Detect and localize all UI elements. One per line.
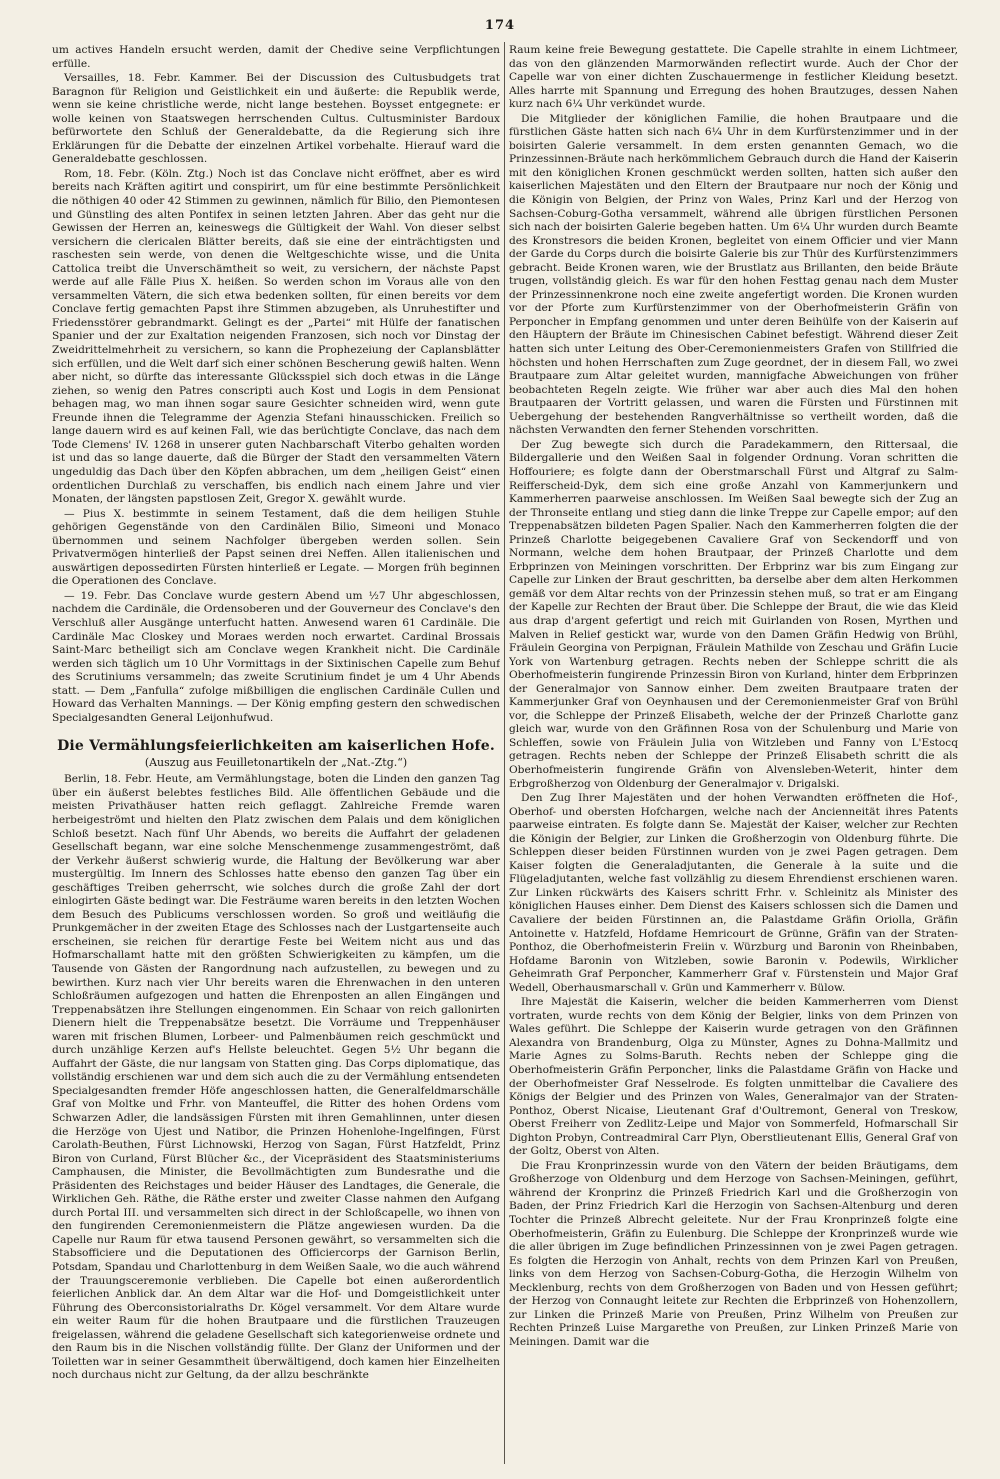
paragraph: um actives Handeln ersucht werden, damit der Chedive seine Verpflichtungen erfülle. (52, 44, 500, 70)
paragraph: Der Zug bewegte sich durch die Paradekammern, den Rittersaal, die Bildergallerie und den Weißen Saal in folgender Ordnung. Voran schritten die Hoffouriere; es folgte dann der Oberstmarschall Fürst und Altgraf zu Salm-Reifferscheid-Dyk, dem sich eine große Anzahl von Kammerjunkern und Kammerherren paarweise anschlossen. Im Weißen Saal bewegte sich der Zug an der Thronseite entlang und stieg dann die linke Treppe zur Capelle empor; auf den Treppenabsätzen bildeten Pagen Spalier. Nach den Kammerherren folgten die der Prinzeß Charlotte beigegebenen Cavaliere Graf von Seckendorff und von Normann, welche dem hohen Brautpaar, der Prinzeß Charlotte und dem Erbprinzen von Meiningen vorschritten. Der Erbprinz war bis zum Eingang zur Capelle zur Linken der Braut geschritten, ba derselbe aber dem alten Herkommen gemäß vor dem Altar rechts von der Prinzessin stehen muß, so trat er am Eingang der Kapelle zur Rechten der Braut über. Die Schleppe der Braut, die wie das Kleid aus drap d'argent gefertigt und reich mit Guirlanden von Rosen, Myrthen und Malven in Relief gestickt war, wurde von den Damen Gräfin Hedwig von Brühl, Fräulein Georgina von Perpignan, Fräulein Mathilde von Zeschau und Gräfin Lucie York von Wartenburg getragen. Rechts neben der Schleppe schritt die als Oberhofmeisterin fungirende Prinzessin Biron von Kurland, hinter dem Erbprinzen der Generalmajor von Sannow einher. Dem zweiten Brautpaare traten der Kammerjunker Graf von Oeynhausen und der Ceremonienmeister Graf von Brühl vor, die Schleppe der Prinzeß Elisabeth, welche der der Prinzeß Charlotte ganz gleich war, wurde von den Gräfinnen Rosa von der Schulenburg und Marie von Schleffen, sowie von Fräulein Julia von Witzleben und Fanny von L'Estocq getragen. Rechts neben der Schleppe der Prinzeß Elisabeth schritt die als Oberhofmeisterin fungirende Gräfin von Alvensleben-Weterit, hinter dem Erbgroßherzog von Oldenburg der Generalmajor v. Drigalski. (509, 438, 958, 790)
section-title: Die Vermählungsfeierlichkeiten am kaiserlichen Hofe. (57, 738, 495, 755)
column-divider (504, 42, 505, 1464)
paragraph: Den Zug Ihrer Majestäten und der hohen Verwandten eröffneten die Hof-, Oberhof- und obersten Hofchargen, welche nach der Ancienneität ihres Patents paarweise eintraten. Es folgte dann Se. Majestät der Kaiser, welcher zur Rechten die Königin der Belgier, zur Linken die Großherzogin von Oldenburg führte. Die Schleppen dieser beiden Fürstinnen wurden von je zwei Pagen getragen. Dem Kaiser folgten die Generaladjutanten, die Generale à la suite und die Flügeladjutanten, welche fast vollzählig zu diesem Ehrendienst erschienen waren. Zur Linken rückwärts des Kaisers schritt Frhr. v. Schleinitz als Minister des königlichen Hauses einher. Dem Dienst des Kaisers schlossen sich die Damen und Cavaliere der beiden Fürstinnen an, die Palastdame Gräfin Oriolla, Gräfin Antoinette v. Hatzfeld, Hofdame Hemricourt de Grünne, Gräfin van der Straten-Ponthoz, die Oberhofmeisterin Freiin v. Würzburg und Baronin von Rheinbaben, Hofdame Baronin von Witzleben, sowie Baronin v. Podewils, Wirklicher Geheimrath Graf Perponcher, Kammerherr Graf v. Fürstenstein und Major Graf Wedell, Oberhausmarschall v. Grün und Kammerherr v. Bülow. (509, 792, 958, 994)
right-column-text (509, 44, 958, 1350)
left-column (52, 44, 500, 1464)
paragraph: Versailles, 18. Febr. Kammer. Bei der Discussion des Cultusbudgets trat Baragnon für Religion und Geistlichkeit ein und äußerte: die Republik werde, wenn sie keine christliche werde, nicht lange bestehen. Boysset entgegnete: er wolle keinen von Staatswegen herrschenden Cultus. Cultusminister Bardoux befürwortete den Schluß der Generaldebatte, da die Regierung sich ihre Erklärungen für die Debatte der einzelnen Artikel vorbehalte. Hierauf ward die Generaldebatte geschlossen. (52, 72, 500, 166)
paragraph: Raum keine freie Bewegung gestattete. Die Capelle strahlte in einem Lichtmeer, das von den glänzenden Marmorwänden reflectirt wurde. Auch der Chor der Capelle war von einer dichten Zuschauermenge in festlicher Kleidung besetzt. Alles harrte mit Spannung und Erregung des hohen Brautzuges, dessen Nahen kurz nach 6¼ Uhr verkündet wurde. (509, 44, 958, 111)
left-column-articles (52, 44, 500, 725)
paragraph: Ihre Majestät die Kaiserin, welcher die beiden Kammerherren vom Dienst vortraten, wurde rechts von dem König der Belgier, links von dem Prinzen von Wales geführt. Die Schleppe der Kaiserin wurde getragen von den Gräfinnen Alexandra von Brandenburg, Olga zu Münster, Agnes zu Dohna-Mallmitz und Marie Agnes zu Solms-Baruth. Rechts neben der Schleppe ging die Oberhofmeisterin Gräfin Perponcher, links die Palastdame Gräfin von Hacke und der Oberhofmeister Graf Nesselrode. Es folgten unmittelbar die Cavaliere des Königs der Belgier und des Prinzen von Wales, Generalmajor van der Straten-Ponthoz, Oberst Nicaise, Lieutenant Graf d'Oultremont, General von Treskow, Oberst Freiherr von Zedlitz-Leipe und Major von Sommerfeld, Hofmarschall Sir Dighton Probyn, Contreadmiral Carr Plyn, Oberstlieutenant Ellis, General Graf von der Goltz, Oberst von Alten. (509, 996, 958, 1158)
paragraph: Berlin, 18. Febr. Heute, am Vermählungstage, boten die Linden den ganzen Tag über ein äußerst belebtes festliches Bild. Alle öffentlichen Gebäude und die meisten Privathäuser hatten reich geflaggt. Zahlreiche Fremde waren herbeigeströmt und hielten den Platz zwischen dem Palais und dem königlichen Schloß besetzt. Nach fünf Uhr Abends, wo bereits die Auffahrt der geladenen Gesellschaft begann, war eine solche Menschenmenge zusammengeströmt, daß der Verkehr äußerst schwierig wurde, die Haltung der Bevölkerung war aber mustergültig. Im Innern des Schlosses hatte ebenso den ganzen Tag über ein geschäftiges Treiben geherrscht, wie solches durch die große Zahl der dort einlogirten Gäste bedingt war. Die Festräume waren bereits in den letzten Wochen dem Besuch des Publicums verschlossen worden. So groß und weitläufig die Prunkgemächer in der zweiten Etage des Schlosses nach der Lustgartenseite auch erscheinen, sie reichen für derartige Feste bei Weitem nicht aus und das Hofmarschallamt hatte mit den größten Schwierigkeiten zu kämpfen, um die Tausende von Gästen der Rangordnung nach aufzustellen, zu bewegen und zu bewirthen. Kurz nach vier Uhr bereits waren die Ehrenwachen in den unteren Schloßräumen aufgezogen und hatten die Ehrenposten an allen Eingängen und Treppenabsätzen ihre Stellungen eingenommen. Ein Schaar von reich gallonirten Dienern hielt die Treppenabsätze besetzt. Die Vorräume und Treppenhäuser waren mit frischen Blumen, Lorbeer- und Palmenbäumen reich geschmückt und durch unzählige Kerzen auf's Hellste beleuchtet. Gegen 5½ Uhr begann die Auffahrt der Gäste, die nur langsam von Statten ging. Das Corps diplomatique, das vollständig erschienen war und dem sich auch die zu der Vermählung entsendeten Specialgesandten fremder Höfe angeschlossen hatten, die Generalfeldmarschälle Graf von Moltke und Frhr. von Manteuffel, die Ritter des hohen Ordens vom Schwarzen Adler, die landsässigen Fürsten mit ihren Gemahlinnen, unter diesen die Herzöge von Ujest und Natibor, die Prinzen Hohenlohe-Ingelfingen, Fürst Carolath-Beuthen, Fürst Lichnowski, Herzog von Sagan, Fürst Hatzfeldt, Prinz Biron von Curland, Fürst Blücher &c., der Vicepräsident des Staatsministeriums Camphausen, die Minister, die Bevollmächtigten zum Bundesrathe und die Präsidenten des Reichstages und beider Häuser des Landtages, die Generale, die Wirklichen Geh. Räthe, die Räthe erster und zweiter Classe nahmen den Aufgang durch Portal III. und versammelten sich direct in der Schloßcapelle, wo ihnen von den fungirenden Ceremonienmeistern die Plätze angewiesen wurden. Da die Capelle nur Raum für etwa tausend Personen gewährt, so versammelten sich die Stabsofficiere und die Deputationen des Officiercorps der Garnison Berlin, Potsdam, Spandau und Charlottenburg in dem Weißen Saale, wo die auch während der Trauungsceremonie verblieben. Die Capelle bot einen außerordentlich feierlichen Anblick dar. An dem Altar war die Hof- und Domgeistlichkeit unter Führung des Oberconsistorialraths Dr. Kögel versammelt. Vor dem Altare wurde ein weiter Raum für die hohen Brautpaare und die fürstlichen Trauzeugen freigelassen, während die geladene Gesellschaft sich kategorienweise ordnete und den Raum bis in die Nischen vollständig füllte. Der Glanz der Uniformen und der Toiletten war in seiner Gesammtheit überwältigend, doch kamen hier Einzelheiten noch durchaus nicht zur Geltung, da der allzu beschränkte (52, 773, 500, 1382)
paragraph: Die Frau Kronprinzessin wurde von den Vätern der beiden Bräutigams, dem Großherzoge von Oldenburg und dem Herzoge von Sachsen-Meiningen, geführt, während der Kronprinz die Prinzeß Friedrich Karl und die Großherzogin von Baden, der Prinz Friedrich Karl die Herzogin von Sachsen-Altenburg und deren Tochter die Prinzeß Albrecht geleitete. Nur der Frau Kronprinzeß folgte eine Oberhofmeisterin, Gräfin zu Eulenburg. Die Schleppe der Kronprinzeß wurde wie die aller übrigen im Zuge befindlichen Prinzessinnen von je zwei Pagen getragen. Es folgten die Herzogin von Anhalt, rechts von dem Prinzen Karl von Preußen, links von dem Herzog von Sachsen-Coburg-Gotha, die Herzogin Wilhelm von Mecklenburg, rechts von dem Großherzogen von Baden und von Hessen geführt; der Herzog von Connaught leitete zur Rechten die Erbprinzeß von Hohenzollern, zur Linken die Prinzeß Marie von Preußen, Prinz Wilhelm von Preußen zur Rechten Prinzeß Luise Margarethe von Preußen, zur Linken Prinzeß Marie von Meiningen. Damit war die (509, 1159, 958, 1348)
left-column-section-text (52, 773, 500, 1383)
paragraph: Die Mitglieder der königlichen Familie, die hohen Brautpaare und die fürstlichen Gäste hatten sich nach 6¼ Uhr in dem Kurfürstenzimmer und in der boisirten Galerie versammelt. In dem ersten genannten Gemach, wo die Prinzessinnen-Bräute nach herkömmlichem Gebrauch durch die Hand der Kaiserin mit den königlichen Kronen geschmückt werden sollten, hatten sich außer den kaiserlichen Majestäten und den Eltern der Brautpaare nur noch der König und die Königin von Belgien, der Prinz von Wales, Prinz Karl und der Herzog von Sachsen-Coburg-Gotha versammelt, während alle übrigen fürstlichen Personen sich nach der boisirten Galerie begeben hatten. Um 6¼ Uhr wurden durch Beamte des Kronstresors die beiden Kronen, begleitet von einem Officier und vier Mann der Garde du Corps durch die boisirte Galerie bis zur Thür des Kurfürstenzimmers gebracht. Beide Kronen waren, wie der Brustlatz aus Brillanten, den beide Bräute trugen, vollständig gleich. Es war für den hohen Festtag genau nach dem Muster der Prinzessinnenkrone noch eine zweite angefertigt worden. Die Kronen wurden vor der Pforte zum Kurfürstenzimmer von der Oberhofmeisterin Gräfin von Perponcher in Empfang genommen und unter deren Beihülfe von der Kaiserin auf den Häuptern der Bräute im Chinesischen Cabinet befestigt. Während dieser Zeit hatten sich unter Leitung des Ober-Ceremonienmeisters Grafen von Stillfried die höchsten und hohen Herrschaften zum Zuge geordnet, der in diesem Fall, wo zwei Brautpaare zum Altar geleitet wurden, mannigfache Abweichungen von früher beobachteten Regeln zeigte. Wie früher war aber auch dies Mal den hohen Brautpaaren der Vortritt gelassen, und waren die Fürsten und Fürstinnen mit Uebergehung der bestehenden Rangverhältnisse so vertheilt worden, daß die nächsten Verwandten den ferner Stehenden vorschritten. (509, 112, 958, 437)
page-number: 174 (484, 18, 516, 33)
paragraph: — Pius X. bestimmte in seinem Testament, daß die dem heiligen Stuhle gehörigen Gegenstände von den Cardinälen Bilio, Simeoni und Monaco übernommen und seinem Nachfolger übergeben werden sollen. Sein Privatvermögen hinterließ der Papst seinen drei Neffen. Allen italienischen und auswärtigen depossedirten Fürsten hinterließ er Legate. — Morgen früh beginnen die Operationen des Conclave. (52, 507, 500, 588)
right-column (509, 44, 958, 1464)
paragraph: Rom, 18. Febr. (Köln. Ztg.) Noch ist das Conclave nicht eröffnet, aber es wird bereits nach Kräften agitirt und conspirirt, um für eine bestimmte Persönlichkeit die nöthigen 40 oder 42 Stimmen zu gewinnen, nämlich für Bilio, den Piemontesen und Günstling des alten Pontifex in seinen letzten Jahren. Aber das geht nur die Gewissen der Herren an, keineswegs die Gültigkeit der Wahl. Von dieser selbst versichern die clericalen Blätter bereits, daß sie eine der einträchtigsten und raschesten sein werde, von denen die Weltgeschichte wisse, und die Unita Cattolica treibt die Unverschämtheit so weit, zu versichern, der nächste Papst werde auf alle Fälle Pius X. heißen. So werden schon im Voraus alle von den versammelten Vätern, die sich etwa bedenken sollten, für einen bereits vor dem Conclave fertig gemachten Papst ihre Stimmen abzugeben, als Unruhestifter und Friedensstörer gebrandmarkt. Gelingt es der „Partei“ mit Hülfe der fanatischen Spanier und der zur Exaltation neigenden Franzosen, sich noch vor Dinstag der Zweidrittelmehrheit zu versichern, so kann die Prophezeiung der Caplansblätter sich erfüllen, und die Welt darf sich einer schönen Bescherung gewiß halten. Wenn aber nicht, so dürfte das interessante Glücksspiel sich doch etwas in die Länge ziehen, so wenig den Patres conscripti auch Kost und Logis in dem Pensionat behagen mag, wo man ihnen sogar saure Gesichter schneiden wird, wenn gute Freunde ihnen die Telegramme der Agenzia Stefani hinausschicken. Freilich so lange dauern wird es auf keinen Fall, wie das berüchtigte Conclave, das nach dem Tode Clemens' IV. 1268 in unserer guten Nachbarschaft Viterbo gehalten worden ist und das so lange dauerte, daß die Bürger der Stadt den versammelten Vätern ungeduldig das Dach über den Köpfen abbrachen, um dem „heiligen Geist“ einen ordentlichen Durchlaß zu verschaffen, bis endlich nach einem Jahre und vier Monaten, der längsten papstlosen Zeit, Gregor X. gewählt wurde. (52, 167, 500, 506)
paragraph: — 19. Febr. Das Conclave wurde gestern Abend um ½7 Uhr abgeschlossen, nachdem die Cardinäle, die Ordensoberen und der Gouverneur des Conclave's den Verschluß aller Ausgänge unterfucht hatten. Anwesend waren 61 Cardinäle. Die Cardinäle Mac Closkey und Moraes werden noch erwartet. Cardinal Brossais Saint-Marc betheiligt sich am Conclave wegen Krankheit nicht. Die Cardinäle werden sich täglich um 10 Uhr Vormittags in der Sixtinischen Capelle zum Behuf des Scrutiniums versammeln; das zweite Scrutinium findet je um 4 Uhr Abends statt. — Dem „Fanfulla“ zufolge mißbilligen die englischen Cardinäle Cullen und Howard das Verhalten Mannings. — Der König empfing gestern den schwedischen Specialgesandten General Leijonhufwud. (52, 589, 500, 724)
section-subtitle: (Auszug aus Feuilletonartikeln der „Nat.-Ztg.“) (144, 756, 408, 770)
